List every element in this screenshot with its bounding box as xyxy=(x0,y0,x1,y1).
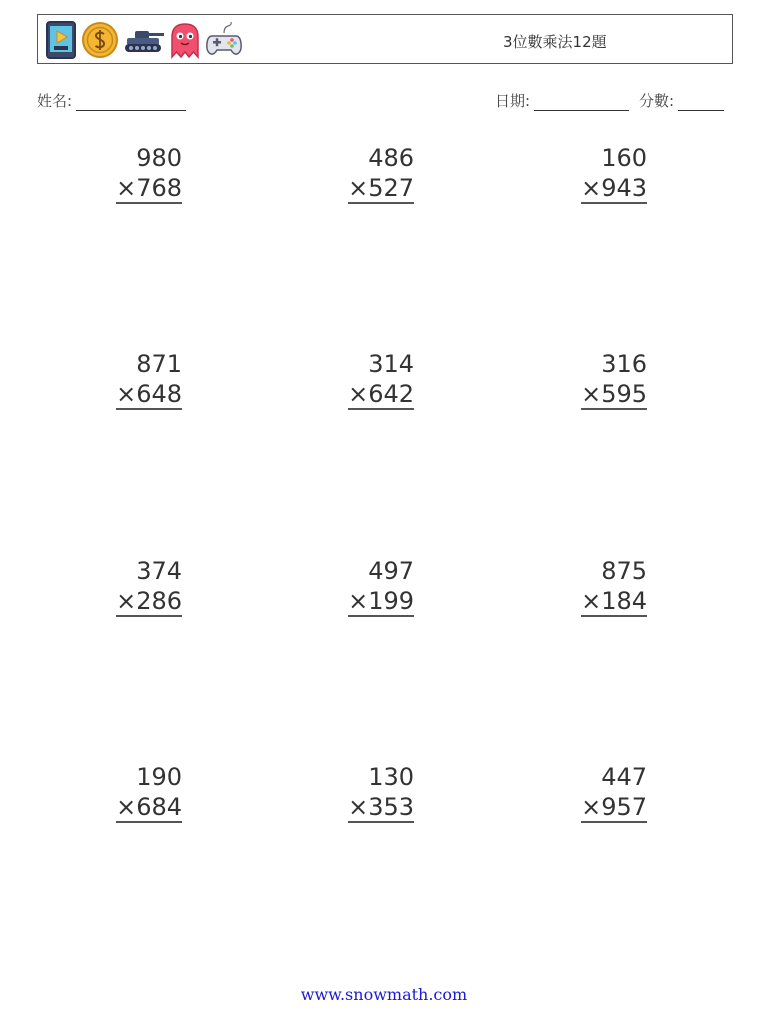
multiplicand: 316 xyxy=(601,350,647,378)
multiplier: ×648 xyxy=(116,380,182,408)
multiplier: ×184 xyxy=(581,587,647,615)
multiplier: ×199 xyxy=(348,587,414,615)
multiplicand: 486 xyxy=(368,144,414,172)
multiplicand: 314 xyxy=(368,350,414,378)
multiplicand: 497 xyxy=(368,557,414,585)
multiplier: ×595 xyxy=(581,380,647,408)
name-label: 姓名: xyxy=(37,92,73,110)
problem-10 xyxy=(62,762,182,823)
multiplicand: 875 xyxy=(601,557,647,585)
problem-9 xyxy=(527,556,647,617)
multiplier: ×768 xyxy=(116,174,182,202)
multiplier: ×527 xyxy=(348,174,414,202)
multiplier: ×943 xyxy=(581,174,647,202)
multiplicand: 871 xyxy=(136,350,182,378)
footer-link[interactable]: www.snowmath.com xyxy=(300,985,468,1004)
multiplier: ×957 xyxy=(581,793,647,821)
problem-7 xyxy=(62,556,182,617)
score-label: 分數: xyxy=(639,92,675,110)
problem-3 xyxy=(527,143,647,204)
multiplicand: 160 xyxy=(601,144,647,172)
problem-8 xyxy=(294,556,414,617)
date-label: 日期: xyxy=(495,92,531,110)
problem-12 xyxy=(527,762,647,823)
problem-6 xyxy=(527,349,647,410)
multiplicand: 190 xyxy=(136,763,182,791)
multiplier: ×286 xyxy=(116,587,182,615)
problem-5 xyxy=(294,349,414,410)
multiplicand: 447 xyxy=(601,763,647,791)
worksheet-title: 3位數乘法12題 xyxy=(503,33,607,51)
problem-11 xyxy=(294,762,414,823)
multiplier: ×684 xyxy=(116,793,182,821)
multiplier: ×353 xyxy=(348,793,414,821)
problem-4 xyxy=(62,349,182,410)
multiplier: ×642 xyxy=(348,380,414,408)
problem-2 xyxy=(294,143,414,204)
problem-1 xyxy=(62,143,182,204)
multiplicand: 374 xyxy=(136,557,182,585)
multiplicand: 980 xyxy=(136,144,182,172)
multiplicand: 130 xyxy=(368,763,414,791)
